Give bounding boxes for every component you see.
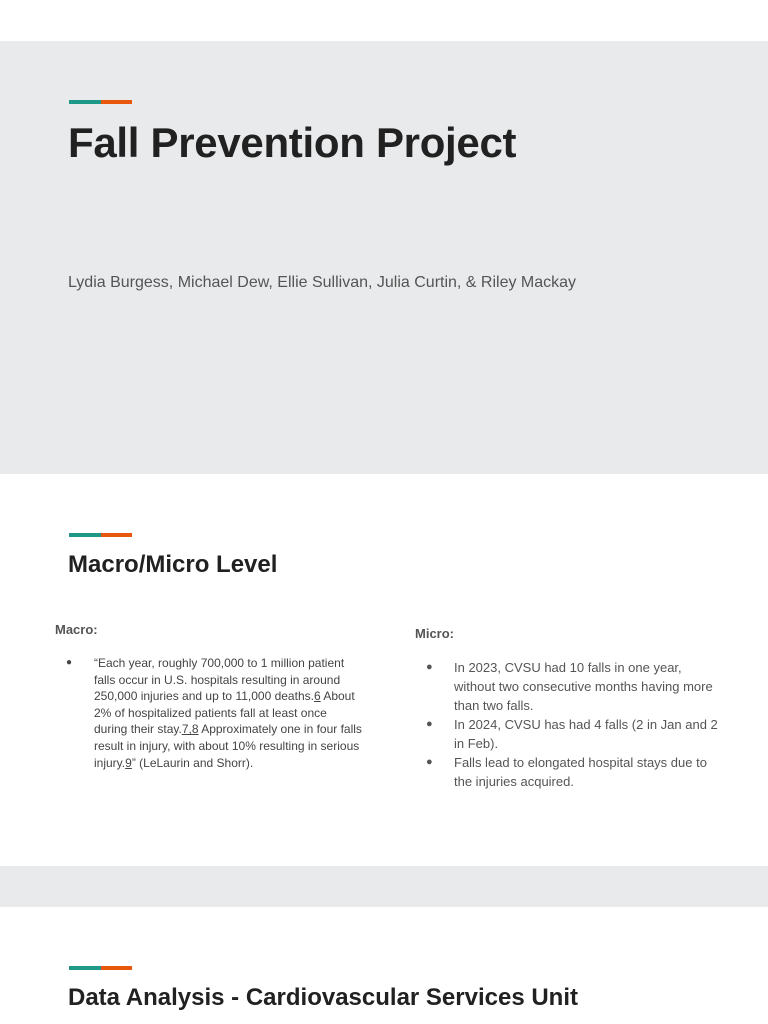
data-analysis-accent-bar: [69, 966, 132, 970]
macro-heading: Macro:: [55, 622, 98, 637]
bullet-icon: ●: [426, 718, 433, 730]
macro-bullet-item: [66, 655, 362, 771]
data-analysis-slide: [0, 907, 768, 1024]
accent-teal-segment: [69, 100, 101, 104]
macro-micro-title: Macro/Micro Level: [68, 551, 278, 578]
presentation-title: Fall Prevention Project: [68, 119, 517, 166]
macro-bullet-list: [66, 655, 362, 771]
citation-link-9[interactable]: 9: [125, 755, 132, 770]
accent-orange-segment: [101, 100, 132, 104]
macro-quote-part-c: Approximately one in four falls result in injury, with about 10% resulting in serious injury.: [94, 722, 362, 770]
micro-bullet-list: [426, 658, 726, 791]
micro-bullet-text: In 2023, CVSU had 10 falls in one year, without two consecutive months having more than two falls.: [454, 660, 713, 713]
citation-link-6[interactable]: 6: [313, 689, 321, 704]
accent-teal-segment: [69, 966, 101, 970]
micro-bullet-item: [426, 658, 726, 715]
bullet-icon: ●: [66, 657, 73, 668]
micro-bullet-text: In 2024, CVSU has had 4 falls (2 in Jan and 2 in Feb).: [454, 717, 718, 751]
bullet-icon: ●: [426, 661, 433, 673]
micro-bullet-text: Falls lead to elongated hospital stays due to the injuries acquired.: [454, 755, 707, 789]
citation-link-7-8[interactable]: 7,8: [181, 722, 199, 737]
macro-quote-part-d: ” (LeLaurin and Shorr).: [131, 755, 254, 770]
bullet-icon: ●: [426, 756, 433, 768]
accent-teal-segment: [69, 533, 101, 537]
slide-separator: [0, 866, 768, 907]
authors-line: Lydia Burgess, Michael Dew, Ellie Sullivan, Julia Curtin, & Riley Mackay: [68, 274, 577, 291]
macro-quote-part-b: About 2% of hospitalized patients fall at least once during their stay.: [94, 689, 355, 737]
accent-orange-segment: [101, 533, 132, 537]
title-accent-bar: [69, 100, 132, 104]
data-analysis-title: Data Analysis - Cardiovascular Services Unit: [68, 984, 578, 1011]
micro-bullet-item: [426, 715, 726, 753]
macro-quote-part-a: “Each year, roughly 700,000 to 1 million patient falls occur in U.S. hospitals resulting in around 250,000 injuries and up to 11,000 deaths.: [94, 656, 345, 704]
title-slide: [0, 41, 768, 474]
micro-heading: Micro:: [415, 626, 454, 641]
macro-micro-accent-bar: [69, 533, 132, 537]
micro-bullet-item: [426, 753, 726, 791]
accent-orange-segment: [101, 966, 132, 970]
